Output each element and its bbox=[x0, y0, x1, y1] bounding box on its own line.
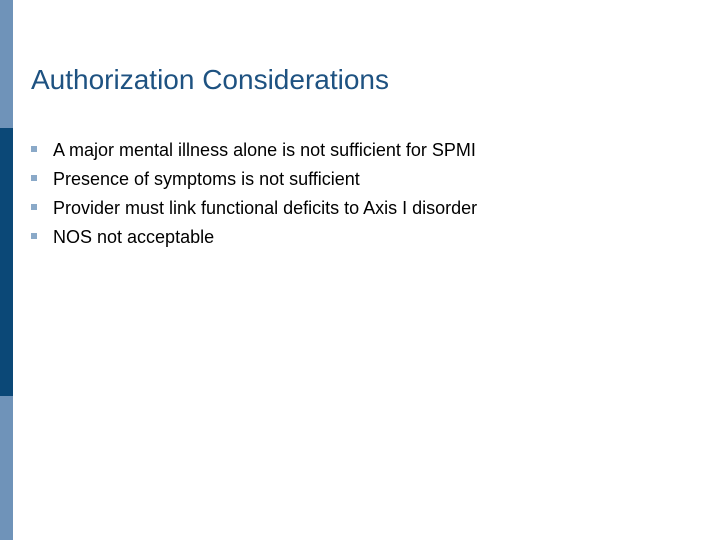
sidebar-accent-top bbox=[0, 0, 13, 128]
bullet-item bbox=[31, 224, 477, 253]
square-bullet-icon bbox=[31, 146, 37, 152]
bullet-item bbox=[31, 137, 477, 166]
bullet-item bbox=[31, 166, 477, 195]
bullet-item bbox=[31, 195, 477, 224]
square-bullet-icon bbox=[31, 233, 37, 239]
square-bullet-icon bbox=[31, 175, 37, 181]
bullet-text: Presence of symptoms is not sufficient bbox=[53, 169, 360, 189]
bullet-text: A major mental illness alone is not sufficient for SPMI bbox=[53, 140, 476, 160]
sidebar-accent-middle bbox=[0, 128, 13, 396]
slide-title: Authorization Considerations bbox=[31, 64, 389, 95]
bullet-text: NOS not acceptable bbox=[53, 227, 215, 247]
sidebar-accent-bottom bbox=[0, 396, 13, 540]
bullet-list bbox=[31, 137, 477, 253]
square-bullet-icon bbox=[31, 204, 37, 210]
bullet-text: Provider must link functional deficits to Axis I disorder bbox=[53, 198, 478, 218]
